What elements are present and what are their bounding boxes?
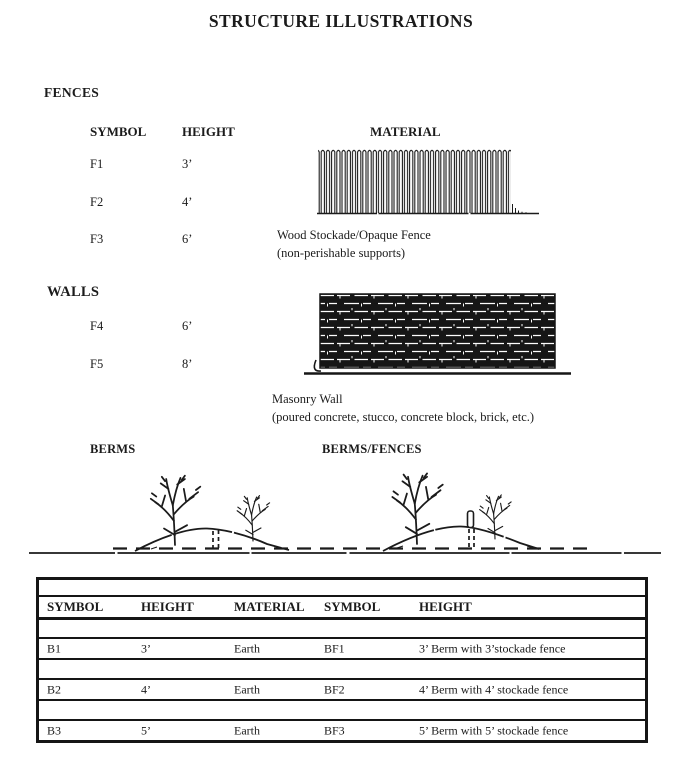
berm-landscape-illustration (25, 470, 665, 565)
fences-section-heading: FENCES (44, 85, 100, 100)
fence-caption (277, 227, 431, 262)
stockade-fence-illustration (315, 147, 543, 219)
cell-description: 4’ Berm with 4’ stockade fence (419, 682, 569, 696)
table-row (39, 678, 645, 699)
table-spacer-row (39, 580, 645, 595)
fence-row-height: 3’ (182, 157, 193, 171)
walls-section-heading: WALLS (47, 284, 100, 300)
table-spacer-row (39, 658, 645, 678)
cell-height: 5’ (141, 723, 151, 737)
wall-row-height: 6’ (182, 319, 193, 333)
fences-col-symbol: SYMBOL (90, 124, 147, 139)
table-spacer-row (39, 699, 645, 719)
masonry-wall-illustration (303, 292, 573, 380)
fences-col-height: HEIGHT (182, 124, 235, 139)
table-spacer-row (39, 617, 645, 637)
table-header-height-2: HEIGHT (419, 599, 472, 614)
table-header-symbol: SYMBOL (47, 599, 104, 614)
fence-caption-line1: Wood Stockade/Opaque Fence (277, 228, 431, 242)
wall-caption (272, 391, 534, 426)
cell-symbol-2: BF2 (324, 682, 345, 696)
cell-material: Earth (234, 723, 260, 737)
cell-symbol: B2 (47, 682, 62, 696)
berm-summary-table (36, 577, 648, 743)
fences-col-material: MATERIAL (370, 124, 441, 139)
fence-row-height: 4’ (182, 195, 193, 209)
table-header-height: HEIGHT (141, 599, 194, 614)
table-header-material: MATERIAL (234, 599, 305, 614)
berms-fences-heading: BERMS/FENCES (322, 442, 422, 456)
cell-material: Earth (234, 682, 260, 696)
fence-row-symbol: F3 (90, 232, 104, 246)
fence-caption-line2: (non-perishable supports) (277, 245, 406, 260)
wall-row-height: 8’ (182, 357, 193, 371)
fence-row-height: 6’ (182, 232, 193, 246)
berms-heading: BERMS (90, 442, 136, 456)
table-row (39, 719, 645, 740)
table-row (39, 637, 645, 658)
cell-height: 3’ (141, 641, 151, 655)
fence-row-symbol: F2 (90, 195, 104, 209)
cell-material: Earth (234, 641, 260, 655)
cell-description: 3’ Berm with 3’stockade fence (419, 641, 566, 655)
table-header-symbol-2: SYMBOL (324, 599, 381, 614)
page-title: STRUCTURE ILLUSTRATIONS (208, 11, 474, 31)
table-header-row (39, 595, 645, 617)
cell-height: 4’ (141, 682, 151, 696)
cell-symbol: B3 (47, 723, 62, 737)
wall-row-symbol: F4 (90, 319, 104, 333)
cell-description: 5’ Berm with 5’ stockade fence (419, 723, 569, 737)
cell-symbol-2: BF1 (324, 641, 345, 655)
cell-symbol-2: BF3 (324, 723, 345, 737)
cell-symbol: B1 (47, 641, 62, 655)
wall-caption-line1: Masonry Wall (272, 392, 343, 406)
wall-row-symbol: F5 (90, 357, 104, 371)
fence-row-symbol: F1 (90, 157, 104, 171)
wall-caption-line2: (poured concrete, stucco, concrete block, brick, etc.) (272, 409, 535, 424)
